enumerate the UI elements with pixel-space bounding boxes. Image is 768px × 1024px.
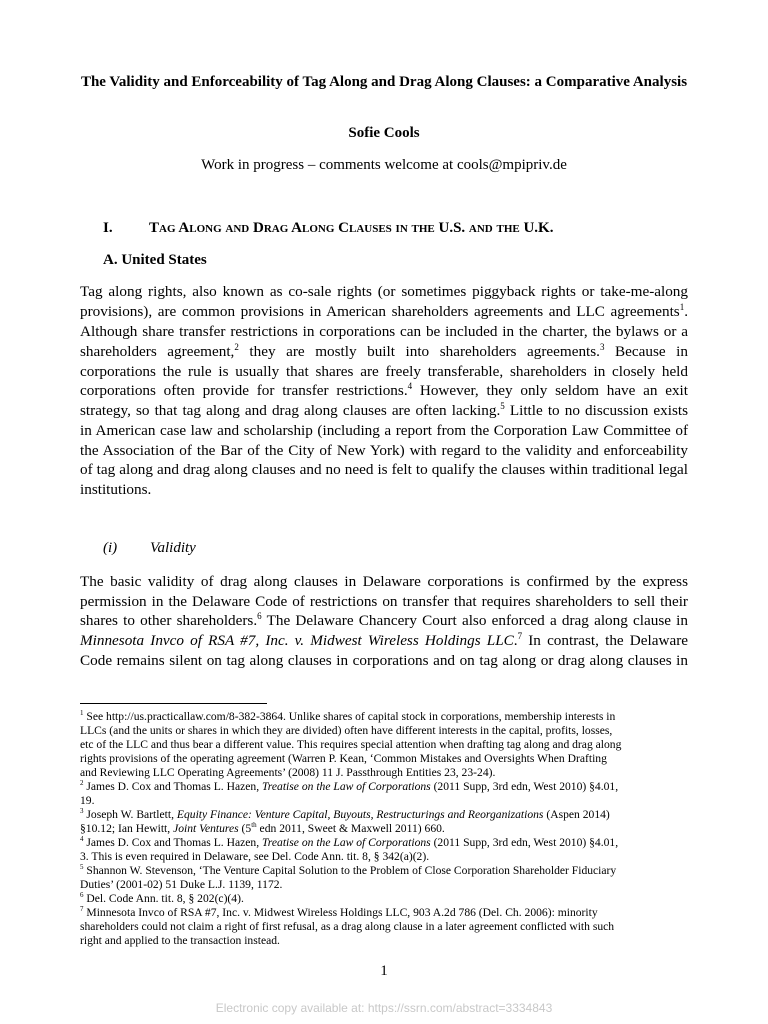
contact-line: Work in progress – comments welcome at cools@mpipriv.de <box>201 157 567 173</box>
footnote-ref[interactable]: 5 <box>500 400 505 411</box>
body-line: Minnesota Invco of RSA #7, Inc. v. Midwest Wireless Holdings LLC.$^7$ In contrast, the Delaware <box>80 630 688 649</box>
footnote-4: $^4$ James D. Cox and Thomas L. Hazen, Treatise on the Law of Corporations (2011 Supp, 3rd edn, West 2010) §4.01, <box>80 835 619 849</box>
footnote-line: Duties’ (2001-02) 51 Duke L.J. 1139, 1172. <box>80 878 283 891</box>
section-title: Tag Along and Drag Along Clauses in the U.S. and the U.K. <box>149 220 554 236</box>
footnote-line: 3. This is even required in Delaware, see Del. Code Ann. tit. 8, § 342(a)(2). <box>80 850 430 863</box>
body-line: corporations the rule is usually that shares are freely transferable, shareholders in closely held <box>80 363 688 380</box>
section-heading <box>103 220 553 237</box>
body-line: in American case law and scholarship (including a report from the Corporation Law Committee of <box>80 422 688 439</box>
footnote-line: right and applied to the transaction instead. <box>80 934 280 947</box>
footnote-3: $^3$ Joseph W. Bartlett, Equity Finance: Venture Capital, Buyouts, Restructurings and Reorganizations (Aspen 2014) <box>80 807 610 821</box>
footnote-7: $^7$ Minnesota Invco of RSA #7, Inc. v. Midwest Wireless Holdings LLC, 903 A.2d 786 (Del. Ch. 2006): minority <box>80 905 598 919</box>
paper-title: The Validity and Enforceability of Tag Along and Drag Along Clauses: a Comparative Analysis <box>80 74 688 90</box>
footnote-6: $^6$ Del. Code Ann. tit. 8, § 202(c)(4). <box>80 891 244 905</box>
footnote-line: shareholders could not claim a right of first refusal, as a drag along clause in a later agreement conflicted with such <box>80 920 615 933</box>
body-line: the Association of the Bar of the City of New York) with regard to the validity and enforceability <box>80 442 688 459</box>
footnote-ref[interactable]: 6 <box>257 610 262 621</box>
body-line: provisions), are common provisions in American shareholders agreements and LLC agreements$^1$. <box>80 301 688 320</box>
body-line: corporations often provide for transfer restrictions.$^4$ However, they only seldom have an exit <box>80 380 688 399</box>
body-line: institutions. <box>80 481 152 498</box>
body-line: shares to other shareholders.$^6$ The Delaware Chancery Court also enforced a drag along clause in <box>80 610 688 629</box>
body-line: of tag along and drag along clauses and no need is felt to qualify the clauses within traditional legal <box>80 461 688 478</box>
section-number: I. <box>103 220 113 236</box>
body-line: Code remains silent on tag along clauses in corporations and on tag along or drag along clauses in <box>80 652 688 669</box>
body-line: shareholders agreement,$^2$ they are mostly built into shareholders agreements.$^3$ Because in <box>80 341 688 360</box>
subsection-heading-validity: (i) Validity <box>103 540 196 556</box>
footnote-5: $^5$ Shannon W. Stevenson, ‘The Venture Capital Solution to the Problem of Close Corporation Shareholder Fiduciary <box>80 863 617 877</box>
footnote-line: §10.12; Ian Hewitt, Joint Ventures (5th edn 2011, Sweet & Maxwell 2011) 660. <box>80 821 445 835</box>
footnote-ref[interactable]: 7 <box>517 630 523 641</box>
case-name: Minnesota Invco of RSA #7, Inc. v. Midwest Wireless Holdings LLC <box>80 632 514 649</box>
body-line: permission in the Delaware Code of restrictions on transfer that requires shareholders to sell their <box>80 593 688 610</box>
footnote-ref[interactable]: 3 <box>599 341 605 352</box>
footnote-ref[interactable]: 1 <box>679 301 685 312</box>
footnote-line: rights provisions of the operating agreement (Warren P. Kean, ‘Common Mistakes and Oversights When Drafting <box>80 752 607 765</box>
ssrn-watermark-link[interactable]: Electronic copy available at: https://ssrn.com/abstract=3334843 <box>215 1001 553 1015</box>
body-line: Tag along rights, also known as co-sale rights (or sometimes piggyback rights or take-me-along <box>80 283 688 300</box>
subsection-heading: A. United States <box>103 252 207 268</box>
footnote-line: 19. <box>80 794 95 807</box>
footnote-line: LLCs (and the units or shares in which they are divided) often have different interests in the capital, profits, losses, <box>80 724 613 737</box>
footnote-ref[interactable]: 2 <box>234 341 239 352</box>
footnote-1: $^1$ See http://us.practicallaw.com/8-382-3864. Unlike shares of capital stock in corporations, membership interests in <box>80 709 616 723</box>
footnote-separator <box>80 703 267 704</box>
body-line: strategy, so that tag along and drag along clauses are often lacking.$^5$ Little to no discussion exists <box>80 400 688 419</box>
footnote-line: etc of the LLC and thus bear a different value. This requires special attention when drafting tag along and drag along <box>80 738 622 751</box>
page-number: 1 <box>380 963 388 979</box>
footnote-line: and Reviewing LLC Operating Agreements’ (2008) 11 J. Passthrough Entities 23, 23-24). <box>80 766 496 779</box>
footnote-2: $^2$ James D. Cox and Thomas L. Hazen, Treatise on the Law of Corporations (2011 Supp, 3rd edn, West 2010) §4.01, <box>80 779 619 793</box>
body-line: Although share transfer restrictions in corporations can be included in the charter, the bylaws or a <box>80 323 688 340</box>
footnote-ref[interactable]: 4 <box>407 380 413 391</box>
body-line: The basic validity of drag along clauses in Delaware corporations is confirmed by the express <box>80 573 688 590</box>
author-name: Sofie Cools <box>348 125 420 141</box>
